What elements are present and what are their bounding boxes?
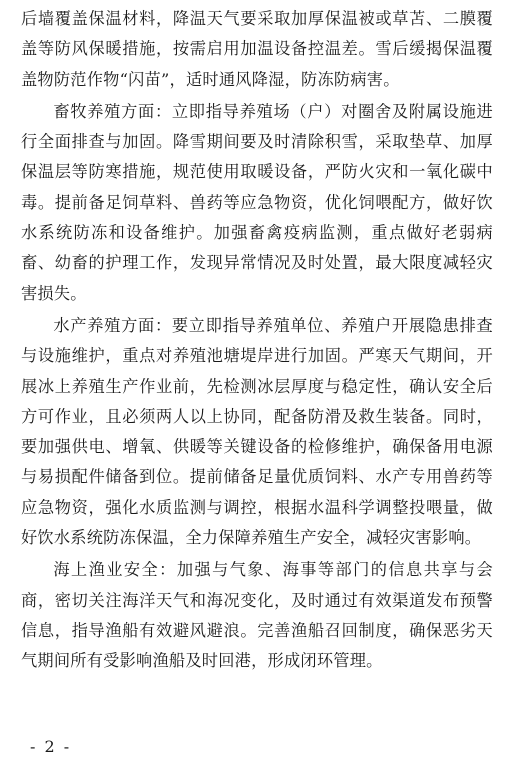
paragraph-aquaculture: 水产养殖方面：要立即指导养殖单位、养殖户开展隐患排查与设施维护，重点对养殖池塘堤岸进行加固。严寒天气期间，开展冰上养殖生产作业前，先检测冰层厚度与稳定性，确认安全后方可作业，且必须两人以上协同，配备防滑及救生装备。同时，要加强供电、增氧、供暖等关键设备的检修维护，确保备用电源与易损配件储备到位。提前储备足量优质饲料、水产专用兽药等应急物资，强化水质监测与调控，根据水温科学调整投喂量，做好饮水系统防冻保温，全力保障养殖生产安全，减轻灾害影响。 bbox=[21, 315, 493, 548]
paragraph-greenhouse-continued: 后墙覆盖保温材料，降温天气要采取加厚保温被或草苫、二膜覆盖等防风保暖措施，按需启用加温设备控温差。雪后缓揭保温覆盖物防范作物“闪苗”，适时通风降湿，防冻防病害。 bbox=[21, 9, 493, 89]
document-body bbox=[21, 4, 493, 679]
paragraph-livestock: 畜牧养殖方面：立即指导养殖场（户）对圈舍及附属设施进行全面排查与加固。降雪期间要及时清除积雪，采取垫草、加厚保温层等防寒措施，规范使用取暖设备，严防火灾和一氧化碳中毒。提前备足饲草料、兽药等应急物资，优化饲喂配方，做好饮水系统防冻和设备维护。加强畜禽疫病监测，重点做好老弱病畜、幼畜的护理工作，发现异常情况及时处置，最大限度减轻灾害损失。 bbox=[21, 101, 493, 303]
page-number: - 2 - bbox=[30, 737, 72, 756]
paragraph-marine-fishery: 海上渔业安全：加强与气象、海事等部门的信息共享与会商，密切关注海洋天气和海况变化，及时通过有效渠道发布预警信息，指导渔船有效避风避浪。完善渔船召回制度，确保恶劣天气期间所有受影响渔船及时回港，形成闭环管理。 bbox=[21, 560, 493, 671]
